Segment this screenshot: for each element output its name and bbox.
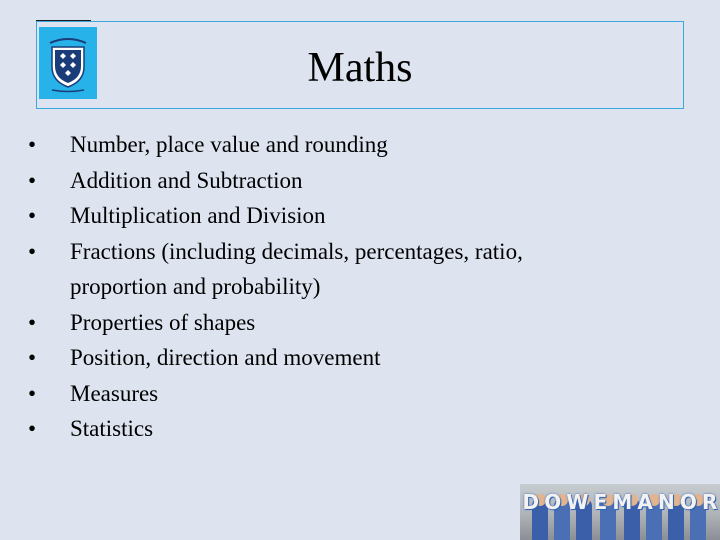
bullet-marker: • — [28, 416, 37, 441]
bullet-marker: • — [28, 167, 37, 193]
list-item-continuation: proportion and probability) — [70, 274, 321, 299]
bullet-marker: • — [28, 380, 37, 406]
bullet-marker: • — [28, 238, 37, 264]
topic-list — [24, 127, 684, 447]
bullet-marker: • — [28, 203, 37, 228]
list-item: • Fractions (including decimals, percentages, ratio, — [24, 234, 684, 270]
list-item: • Properties of shapes — [24, 305, 684, 341]
list-item: • Measures — [24, 376, 684, 412]
list-item: • Number, place value and rounding — [24, 127, 684, 163]
bullet-marker: • — [28, 132, 37, 157]
bullet-marker: • — [28, 345, 37, 370]
list-item: • Multiplication and Division — [24, 198, 684, 234]
bullet-marker: • — [28, 309, 37, 335]
list-item: • Addition and Subtraction — [24, 163, 684, 199]
children-photo-image — [520, 484, 720, 540]
slide-title: Maths — [307, 45, 413, 91]
list-item: • Statistics — [24, 411, 684, 447]
photo-letters: D O W E M A N O R — [522, 490, 718, 514]
list-item: • Position, direction and movement — [24, 340, 684, 376]
